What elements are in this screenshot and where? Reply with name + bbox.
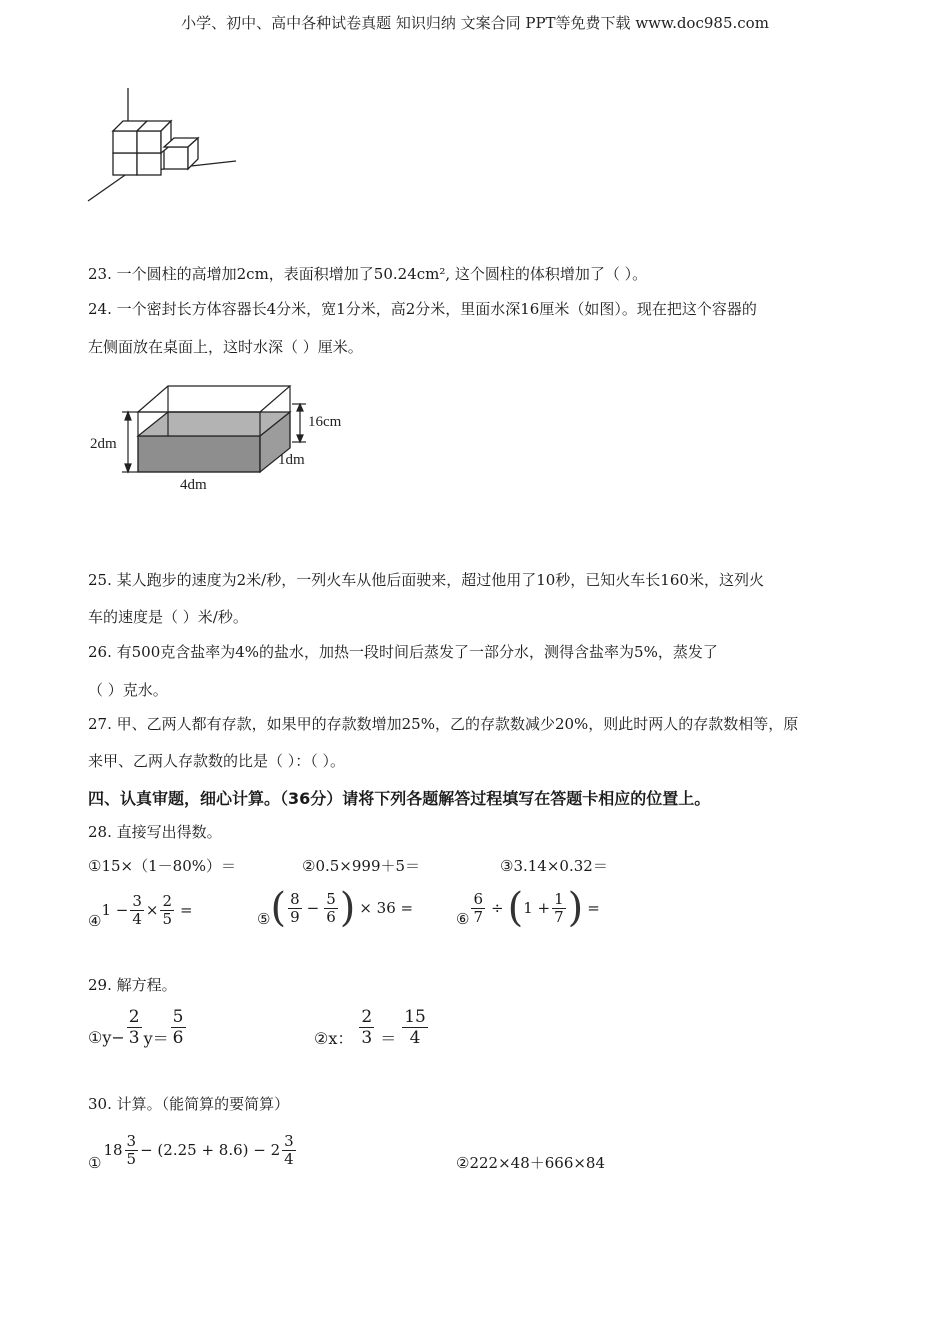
question-25-line-2: 车的速度是（ ）米/秒。: [88, 608, 248, 626]
q28-item-4-post: =: [180, 901, 193, 919]
fig-height-label: 2dm: [90, 436, 117, 452]
q29-eq1-mid: y＝: [143, 1029, 169, 1048]
q29-eq1-fraction-2: $\frac{5}{6}$: [172, 1007, 184, 1048]
q29-eq2-mid: ＝: [380, 1029, 397, 1048]
q28-item-4-fraction-2: $\frac{2}{5}$: [162, 891, 173, 928]
q28-item-2: ②0.5×999＋5＝: [302, 857, 421, 875]
cube-stack-figure: [85, 85, 245, 205]
left-paren: (: [270, 885, 287, 931]
q30-item-1-fraction-2: $\frac{3}{4}$: [284, 1131, 294, 1168]
q29-eq2-fraction-1: $\frac{2}{3}$: [361, 1007, 373, 1048]
q28-item-1: ①15×（1－80%）＝: [88, 857, 236, 875]
q28-item-5-marker: ⑤: [257, 910, 271, 928]
water-box-figure: [88, 380, 358, 495]
q28-item-6: [456, 885, 600, 931]
q30-item-1: [88, 1128, 298, 1172]
q28-item-6-op: ÷: [491, 899, 504, 917]
q28-item-5: [257, 885, 414, 931]
question-25-line-1: 25. 某人跑步的速度为2米/秒，一列火车从他后面驶来，超过他用了10秒，已知火车长160米，这列火: [88, 571, 764, 589]
q29-equation-1: [88, 1006, 188, 1049]
q28-item-5-post: × 36 =: [359, 899, 414, 917]
q28-item-6-post: =: [587, 899, 600, 917]
question-27-line-2: 来甲、乙两人存款数的比是（ ）：（ ）。: [88, 752, 346, 770]
question-23: 23. 一个圆柱的高增加2cm，表面积增加了50.24cm², 这个圆柱的体积增加了（ ）。: [88, 265, 648, 283]
q28-item-4-marker: ④: [88, 912, 102, 930]
q29-eq2-fraction-2: $\frac{15}{4}$: [404, 1007, 426, 1048]
question-30-title: 30. 计算。（能简算的要简算）: [88, 1095, 290, 1113]
q28-item-6-marker: ⑥: [456, 910, 470, 928]
q29-eq1-fraction-1: $\frac{2}{3}$: [128, 1007, 140, 1048]
q28-item-6-fraction-2: $\frac{1}{7}$: [554, 889, 564, 926]
q29-eq2-marker: ②x：: [314, 1029, 354, 1048]
page-header: 小学、初中、高中各种试卷真题 知识归纳 文案合同 PPT等免费下载 www.doc985.com: [181, 14, 769, 32]
question-24-line-1: 24. 一个密封长方体容器长4分米，宽1分米，高2分米，里面水深16厘米（如图）。现在把这个容器的: [88, 300, 757, 318]
question-26-line-2: （ ）克水。: [88, 681, 168, 699]
q28-item-5-fraction-1: $\frac{8}{9}$: [290, 889, 300, 926]
q28-item-6-inner: 1 +: [523, 899, 551, 917]
q29-eq1-marker: ①y−: [88, 1028, 125, 1047]
section-4-title: 四、认真审题，细心计算。（36分）请将下列各题解答过程填写在答题卡相应的位置上。: [88, 789, 711, 808]
fig-length-label: 4dm: [180, 477, 207, 493]
right-paren: ): [567, 885, 584, 931]
q30-item-1-mid: − (2.25 + 8.6) − 2: [140, 1141, 281, 1159]
q30-item-1-fraction-1: $\frac{3}{5}$: [126, 1131, 137, 1168]
fig-width-label: 1dm: [278, 452, 305, 468]
q28-item-3: ③3.14×0.32＝: [500, 857, 608, 875]
question-26-line-1: 26. 有500克含盐率为4%的盐水，加热一段时间后蒸发了一部分水，测得含盐率为5%，蒸发了: [88, 643, 718, 661]
left-paren: (: [507, 885, 524, 931]
q28-item-4-fraction-1: $\frac{3}{4}$: [132, 891, 142, 928]
right-paren: ): [339, 885, 356, 931]
q28-item-4: [88, 890, 193, 930]
q28-item-6-fraction-1: $\frac{6}{7}$: [473, 889, 483, 926]
q28-item-5-op: −: [306, 899, 320, 917]
question-29-title: 29. 解方程。: [88, 976, 177, 994]
q30-item-1-whole: 18: [103, 1141, 123, 1159]
q30-item-1-marker: ①: [88, 1154, 102, 1172]
q28-item-4-op: ×: [145, 901, 159, 919]
fig-water-label: 16cm: [308, 414, 342, 430]
question-28-title: 28. 直接写出得数。: [88, 823, 222, 841]
q28-item-5-fraction-2: $\frac{5}{6}$: [326, 889, 336, 926]
question-27-line-1: 27. 甲、乙两人都有存款，如果甲的存款数增加25%，乙的存款数减少20%，则此时两人的存款数相等，原: [88, 715, 799, 733]
q30-item-2: ②222×48＋666×84: [456, 1154, 606, 1172]
question-24-line-2: 左侧面放在桌面上，这时水深（ ）厘米。: [88, 338, 363, 356]
q28-item-4-pre: 1 −: [101, 901, 129, 919]
q29-equation-2: [314, 1006, 434, 1049]
